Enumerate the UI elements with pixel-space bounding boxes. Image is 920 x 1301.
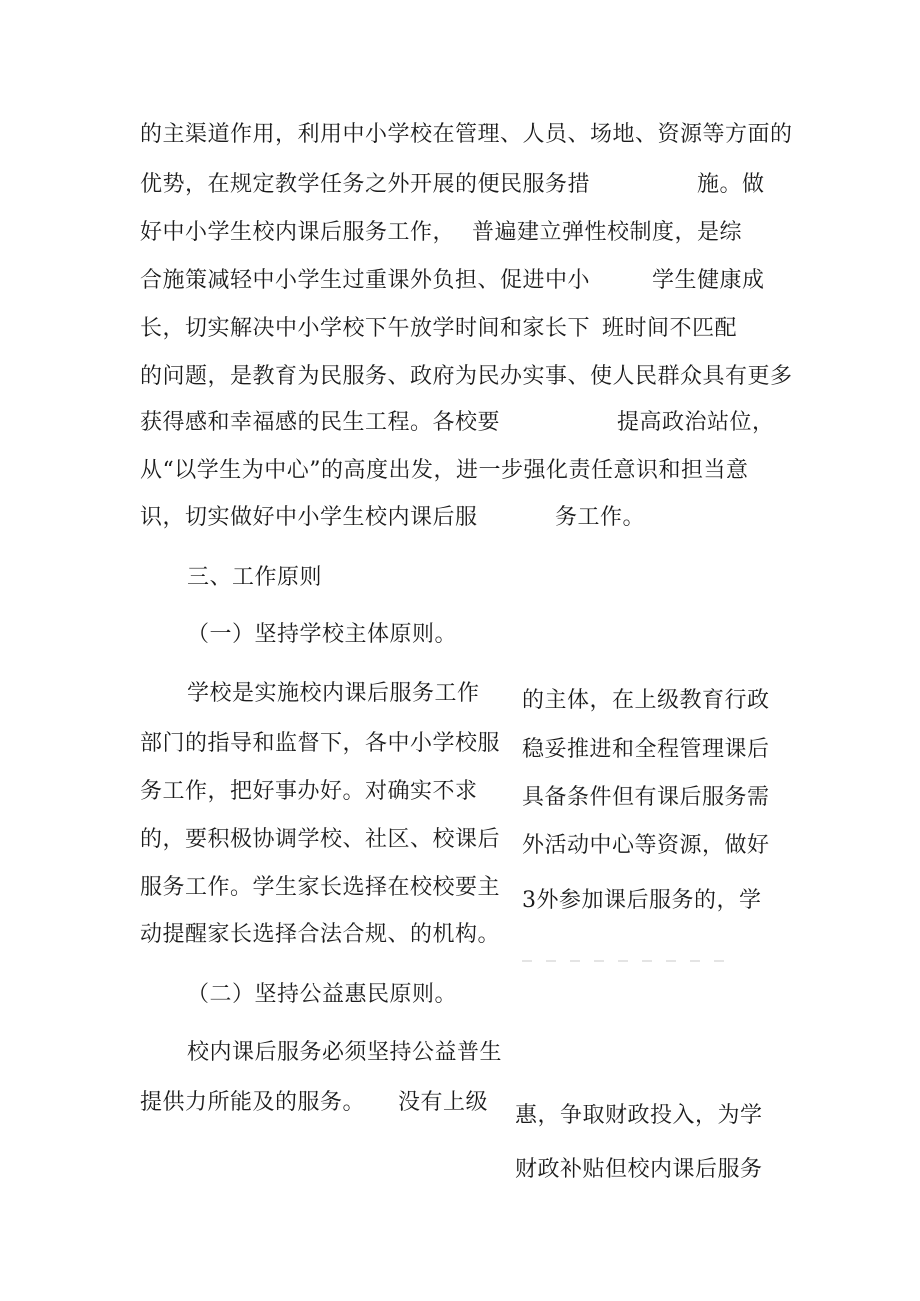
principle-2-right-2: 财政补贴但校内课后服务 xyxy=(515,1157,763,1182)
faint-mark xyxy=(546,960,556,962)
intro-line-2-tail: 施。做 xyxy=(697,172,765,197)
intro-line-9: 识，切实做好中小学生校内课后服 xyxy=(140,505,478,530)
faint-mark xyxy=(690,960,700,962)
intro-line-7: 获得感和幸福感的民生工程。各校要 xyxy=(140,410,501,435)
principle-1-left-4: 的，要积极协调学校、社区、校课后 xyxy=(140,827,501,852)
intro-line-5-tail: 班时间不匹配 xyxy=(602,316,738,341)
principle-1-left-2: 部门的指导和监督下，各中小学校服 xyxy=(140,731,501,756)
faint-mark xyxy=(618,960,628,962)
intro-line-9-tail: 务工作。 xyxy=(555,505,646,530)
faint-mark xyxy=(594,960,604,962)
intro-line-1: 的主渠道作用，利用中小学校在管理、人员、场地、资源等方面的 xyxy=(140,122,793,147)
principle-1-left-3: 务工作，把好事办好。对确实不求 xyxy=(140,779,478,804)
principle-2-left-1: 校内课后服务必须坚持公益普生 xyxy=(187,1040,503,1065)
principle-1-left-6: 动提醒家长选择合法合规、的机构。 xyxy=(140,922,501,947)
principle-1-heading: （一）坚持学校主体原则。 xyxy=(187,622,458,647)
principle-2-left-2: 提供力所能及的服务。 xyxy=(140,1090,366,1115)
intro-line-3: 好中小学生校内课后服务工作， xyxy=(140,220,456,245)
faint-mark xyxy=(714,960,724,962)
principle-1-right-2: 稳妥推进和全程管理课后 xyxy=(522,737,770,762)
intro-line-4: 合施策减轻中小学生过重课外负担、促进中小 xyxy=(140,268,591,293)
intro-line-3-tail: 普遍建立弹性校制度，是综 xyxy=(472,220,743,245)
intro-line-2 xyxy=(140,170,590,200)
principle-1-right-5: 3外参加课后服务的，学 xyxy=(522,888,762,913)
principle-1-right-3: 具备条件但有课后服务需 xyxy=(522,785,770,810)
intro-line-6: 的问题，是教育为民服务、政府为民办实事、使人民群众具有更多 xyxy=(140,364,793,389)
principle-1-right-4: 外活动中心等资源，做好 xyxy=(522,833,770,858)
principle-2-right-1: 惠，争取财政投入，为学 xyxy=(515,1103,763,1128)
faint-mark xyxy=(666,960,676,962)
principle-2-left-2-tail: 没有上级 xyxy=(398,1090,489,1115)
principle-1-left-5: 服务工作。学生家长选择在校校要主 xyxy=(140,875,501,900)
principle-2-heading: （二）坚持公益惠民原则。 xyxy=(187,982,458,1007)
intro-line-7-tail: 提高政治站位， xyxy=(617,410,775,435)
section-heading: 三、工作原则 xyxy=(187,565,323,590)
principle-1-right-1: 的主体，在上级教育行政 xyxy=(522,688,770,713)
intro-line-8: 从“以学生为中心”的高度出发，进一步强化责任意识和担当意 xyxy=(140,458,749,483)
faint-mark xyxy=(642,960,652,962)
principle-1-left-1: 学校是实施校内课后服务工作 xyxy=(187,681,480,706)
faint-mark xyxy=(570,960,580,962)
intro-line-2-part-1: 优势，在规定教学任务之外开展的便民服务措 xyxy=(140,172,591,197)
intro-line-5: 长，切实解决中小学校下午放学时间和家长下 xyxy=(140,316,591,341)
intro-line-4-tail: 学生健康成 xyxy=(652,268,765,293)
faint-mark xyxy=(522,960,532,962)
faint-text-remnant xyxy=(522,957,752,965)
